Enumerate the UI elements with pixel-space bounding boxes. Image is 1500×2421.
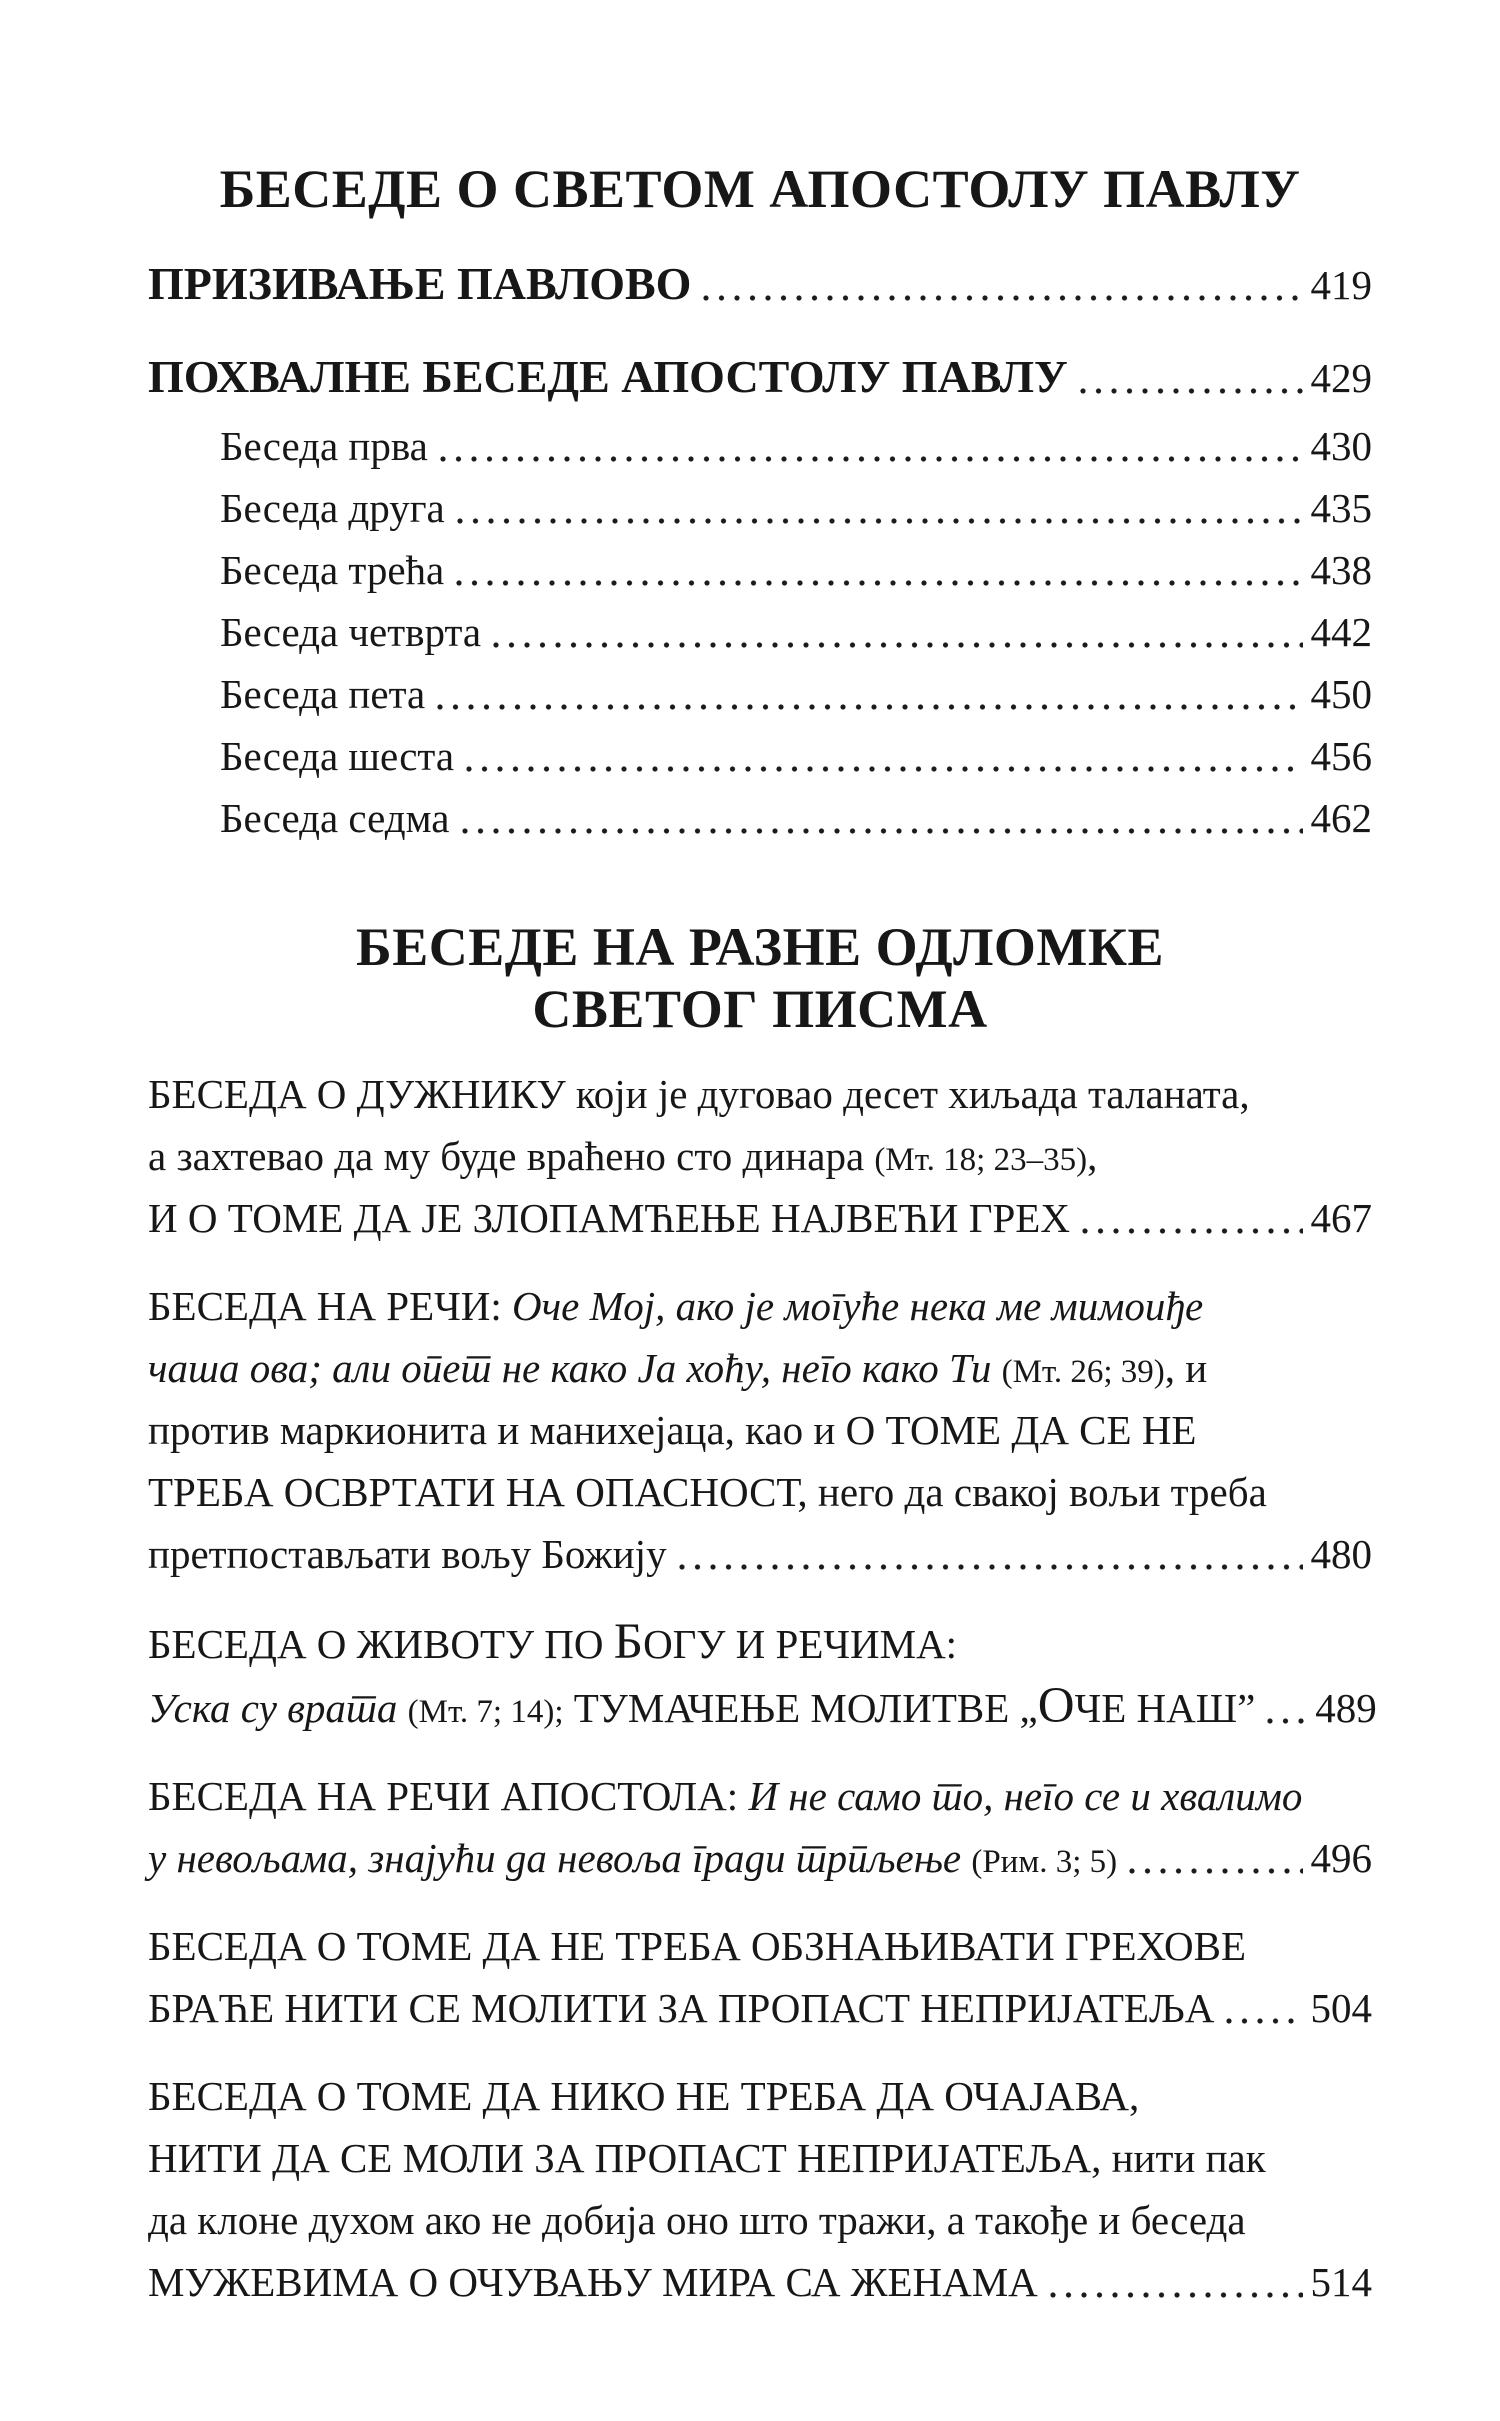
toc-line <box>148 792 1372 854</box>
dot-leader <box>679 1564 1303 1570</box>
toc-line <box>148 1466 1372 1528</box>
page-number: 480 <box>1310 1531 1372 1577</box>
text-segment: , <box>1087 1133 1098 1179</box>
toc-line-text <box>148 1466 1267 1528</box>
toc-line-text <box>148 1192 1070 1254</box>
text-segment: МУЖЕВИМА О ОЧУВАЊУ МИРА СА ЖЕНАМА <box>148 2259 1038 2305</box>
toc-line-text <box>220 792 450 854</box>
text-segment: БЕСЕДА О ТОМЕ ДА НЕ ТРЕБА ОБЗНАЊИВАТИ ГРЕХОВЕ <box>148 1923 1247 1969</box>
toc-line <box>148 606 1372 668</box>
dot-leader <box>703 295 1302 301</box>
dot-leader <box>1226 2018 1302 2024</box>
toc-line-text <box>148 1404 1196 1466</box>
toc-line-text <box>220 420 428 482</box>
toc-line <box>148 544 1372 606</box>
toc-line <box>148 730 1372 792</box>
toc-line-text <box>148 1920 1246 1982</box>
toc-line-text <box>148 1528 667 1590</box>
toc-line <box>148 668 1372 730</box>
text-segment: него да свакој вољи треба <box>817 1469 1267 1515</box>
text-segment: Беседа трећа <box>220 547 445 593</box>
text-segment: Б <box>613 1614 644 1670</box>
toc-entry-sub <box>148 606 1372 668</box>
text-segment: ТУМАЧЕЊЕ МОЛИТВЕ „ <box>563 1685 1038 1731</box>
text-segment: ОГУ И РЕЧИМА: <box>643 1621 958 1667</box>
text-segment: ПРИЗИВАЊЕ ПАВЛОВО <box>148 258 692 309</box>
text-segment: Беседа прва <box>220 423 428 469</box>
dot-leader <box>440 456 1303 462</box>
toc-line <box>148 1770 1372 1832</box>
toc-entry-para <box>148 1068 1372 1254</box>
text-segment: БЕСЕДА НА РЕЧИ АПОСТОЛА: <box>148 1773 749 1819</box>
toc-line <box>148 2194 1372 2256</box>
toc-line-text <box>148 1770 1302 1832</box>
toc-line-text <box>148 258 691 321</box>
text-segment: НИТИ ДА СЕ МОЛИ ЗА ПРОПАСТ НЕПРИЈАТЕЉА, <box>148 2135 1112 2181</box>
text-segment: против маркионита и манихејаца, као и <box>148 1407 846 1453</box>
text-segment: БЕСЕДА О ТОМЕ ДА НИКО НЕ ТРЕБА ДА ОЧАЈАВА, <box>148 2073 1140 2119</box>
text-segment: Беседа седма <box>220 795 450 841</box>
toc-entry-para <box>148 1614 1377 1744</box>
page-number: 467 <box>1310 1195 1372 1241</box>
toc-line <box>148 351 1372 414</box>
toc-line <box>148 1616 1372 1680</box>
page-number: 450 <box>1310 671 1372 717</box>
page-number: 430 <box>1310 423 1372 469</box>
text-segment: О ТОМЕ ДА СЕ НЕ <box>845 1407 1197 1453</box>
toc-line <box>148 1342 1372 1404</box>
page-number: 438 <box>1310 547 1372 593</box>
toc-line-text <box>148 1982 1214 2044</box>
toc-line-text <box>220 668 425 730</box>
dot-leader <box>1267 1718 1307 1724</box>
text-segment: претпостављати вољу Божију <box>148 1531 667 1577</box>
text-segment: Беседа четврта <box>220 609 482 655</box>
text-segment: БЕСЕДА О ДУЖНИКУ <box>148 1071 576 1117</box>
toc-line-text <box>148 1832 1117 1894</box>
text-segment: ПОХВАЛНЕ БЕСЕДЕ АПОСТОЛУ ПАВЛУ <box>148 351 1068 402</box>
text-segment: Уска су врата <box>148 1685 408 1731</box>
toc-line <box>148 1982 1372 2044</box>
text-segment: , и <box>1164 1345 1208 1391</box>
dot-leader <box>466 766 1302 772</box>
page-number: 462 <box>1310 795 1372 841</box>
toc-line-text <box>220 606 481 668</box>
toc-line <box>148 482 1372 544</box>
part2-heading-line1: БЕСЕДЕ НА РАЗНЕ ОДЛОМКЕ <box>356 917 1164 977</box>
text-segment: Беседа друга <box>220 485 445 531</box>
toc-line <box>148 1678 1377 1744</box>
toc-line-text <box>148 1130 1097 1192</box>
text-segment: БЕСЕДА НА РЕЧИ: <box>148 1283 513 1329</box>
dot-leader <box>493 642 1302 648</box>
text-segment: БЕСЕДА О ЖИВОТУ ПО <box>148 1621 614 1667</box>
toc-line-text <box>148 2256 1038 2318</box>
part2-heading-line2: СВЕТОГ ПИСМА <box>532 979 988 1039</box>
text-segment: И О ТОМЕ ДА ЈЕ ЗЛОПАМЋЕЊЕ НАЈВЕЋИ ГРЕХ <box>148 1195 1070 1241</box>
text-segment: нити пак <box>1111 2135 1266 2181</box>
text-segment: ЧЕ НАШ” <box>1074 1685 1256 1731</box>
toc-part2 <box>148 1068 1377 2318</box>
page-number: 456 <box>1310 733 1372 779</box>
page-number: 442 <box>1310 609 1372 655</box>
toc-line-text <box>148 1680 1255 1744</box>
dot-leader <box>456 580 1302 586</box>
text-segment: ТРЕБА ОСВРТАТИ НА ОПАСНОСТ, <box>148 1469 818 1515</box>
page-number: 429 <box>1310 355 1372 401</box>
dot-leader <box>457 518 1303 524</box>
text-segment: (Мт. 26; 39) <box>1001 1354 1165 1390</box>
dot-leader <box>437 704 1302 710</box>
toc-line-text <box>148 1342 1207 1404</box>
toc-line <box>148 1068 1372 1130</box>
toc-line <box>148 420 1372 482</box>
page-number: 419 <box>1310 262 1372 308</box>
toc-line <box>148 1192 1372 1254</box>
text-segment: Оче Мој, ако је могуће нека ме мимоиђе <box>512 1283 1204 1329</box>
toc-part1 <box>148 258 1372 854</box>
toc-line-text <box>148 1280 1203 1342</box>
toc-line <box>148 1528 1372 1590</box>
toc-entry-sub <box>148 668 1372 730</box>
toc-entry-para <box>148 1920 1372 2044</box>
toc-line-text <box>220 544 444 606</box>
toc-entry-sub <box>148 544 1372 606</box>
toc-line-text <box>148 1068 1250 1130</box>
toc-entry-chapter <box>148 351 1372 414</box>
dot-leader <box>1082 1228 1303 1234</box>
toc-line-text <box>148 2070 1139 2132</box>
toc-line <box>148 1280 1372 1342</box>
toc-line-text <box>220 482 445 544</box>
page-number: 514 <box>1310 2259 1372 2305</box>
toc-line <box>148 2070 1372 2132</box>
dot-leader <box>1050 2292 1303 2298</box>
toc-line <box>148 2132 1372 2194</box>
page-number: 496 <box>1310 1835 1372 1881</box>
page-number: 435 <box>1310 485 1372 531</box>
toc-line <box>148 2256 1372 2318</box>
page-number: 489 <box>1315 1685 1377 1731</box>
text-segment: чаша ова; али опет не како Ја хоћу, него како Ти <box>148 1345 1002 1391</box>
toc-line <box>148 1832 1372 1894</box>
toc-line <box>148 1130 1372 1192</box>
text-segment: И не само то, него се и хвалимо <box>748 1773 1303 1819</box>
toc-line <box>148 1404 1372 1466</box>
toc-line <box>148 1920 1372 1982</box>
text-segment: Беседа шеста <box>220 733 455 779</box>
toc-entry-para <box>148 1280 1372 1590</box>
text-segment: који је дуговао десет хиљада таланата, <box>575 1071 1250 1117</box>
toc-line-text <box>148 1616 957 1680</box>
toc-entry-sub <box>148 482 1372 544</box>
toc-entry-sub <box>148 792 1372 854</box>
text-segment: у невољама, знајући да невоља гради трпљење <box>148 1835 972 1881</box>
text-segment: Беседа пета <box>220 671 426 717</box>
text-segment: (Мт. 18; 23–35) <box>874 1142 1088 1178</box>
toc-entry-chapter <box>148 258 1372 321</box>
toc-entry-para <box>148 2070 1372 2318</box>
toc-line-text <box>148 2194 1246 2256</box>
text-segment: (Рим. 3; 5) <box>971 1844 1118 1880</box>
toc-entry-para <box>148 1770 1372 1894</box>
dot-leader <box>462 828 1303 834</box>
toc-line-text <box>148 2132 1266 2194</box>
text-segment: да клоне духом ако не добија оно што тражи, а такође и беседа <box>148 2197 1246 2243</box>
toc-line-text <box>220 730 454 792</box>
part1-heading: БЕСЕДЕ О СВЕТОМ АПОСТОЛУ ПАВЛУ <box>219 159 1301 219</box>
toc-line-text <box>148 351 1068 414</box>
text-segment: (Мт. 7; 14); <box>407 1694 564 1730</box>
toc-entry-sub <box>148 730 1372 792</box>
dot-leader <box>1129 1868 1302 1874</box>
text-segment: БРАЋЕ НИТИ СЕ МОЛИТИ ЗА ПРОПАСТ НЕПРИЈАТЕЉА <box>148 1985 1215 2031</box>
toc-entry-sub <box>148 420 1372 482</box>
part2-heading <box>148 916 1372 1040</box>
page-number: 504 <box>1310 1985 1372 2031</box>
dot-leader <box>1080 388 1303 394</box>
toc-line <box>148 258 1372 321</box>
text-segment: а захтевао да му буде враћено сто динара <box>148 1133 875 1179</box>
text-segment: О <box>1037 1678 1075 1734</box>
